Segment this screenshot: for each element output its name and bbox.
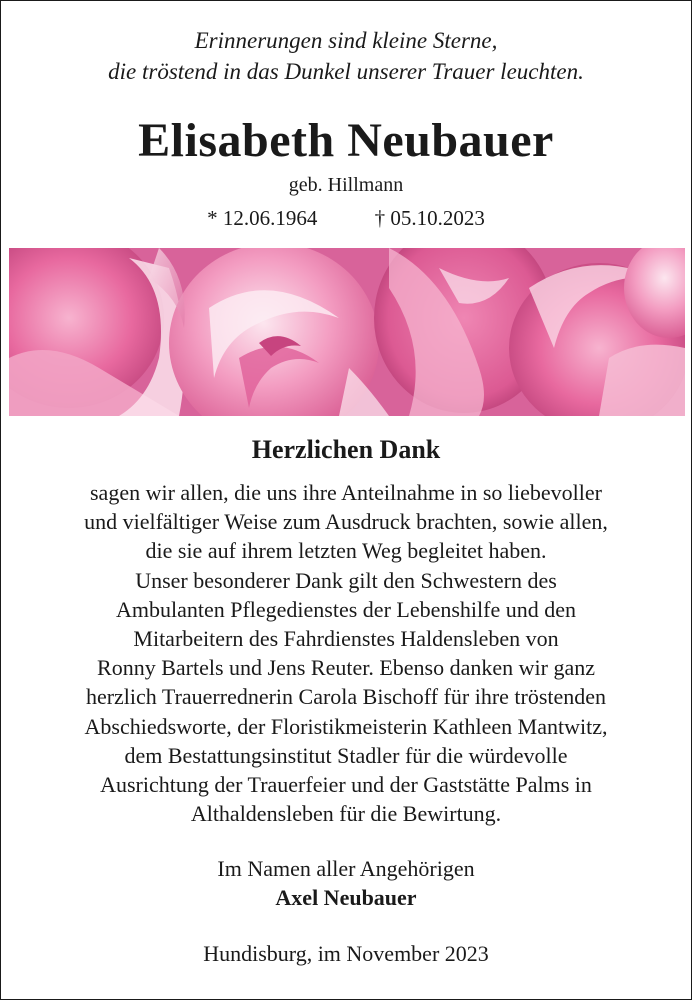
death-date: † 05.10.2023: [374, 206, 485, 230]
thanks-line: Ambulanten Pflegedienstes der Lebenshilfe und den: [115, 596, 577, 622]
thanks-line: dem Bestattungsinstitut Stadler für die würdevolle: [124, 742, 568, 768]
signature-name: Axel Neubauer: [275, 885, 417, 910]
thanks-heading: Herzlichen Dank: [251, 435, 441, 464]
signature-intro: Im Namen aller Angehörigen: [217, 856, 475, 881]
thanks-line: Althaldensleben für die Bewirtung.: [190, 801, 502, 827]
thanks-line: die sie auf ihrem letzten Weg begleitet haben.: [145, 538, 547, 564]
place-date: Hundisburg, im November 2023: [203, 941, 489, 966]
maiden-name: geb. Hillmann: [288, 174, 404, 196]
motto-line-1: Erinnerungen sind kleine Sterne,: [194, 28, 498, 53]
thanks-line: sagen wir allen, die uns ihre Anteilnahme in so liebevoller: [90, 480, 602, 505]
thanks-line: Ronny Bartels und Jens Reuter. Ebenso danken wir ganz: [97, 655, 595, 681]
roses-photo: [9, 248, 685, 416]
thanks-text: [21, 478, 671, 828]
thanks-line: Mitarbeitern des Fahrdienstes Haldensleben von: [133, 626, 559, 652]
thanks-line: Unser besonderer Dank gilt den Schwestern des: [135, 567, 557, 593]
life-dates: [1, 204, 691, 232]
birth-date: * 12.06.1964: [207, 206, 318, 230]
deceased-name: Elisabeth Neubauer: [138, 114, 554, 167]
motto: [1, 25, 691, 87]
thanks-line: Ausrichtung der Trauerfeier und der Gaststätte Palms in: [100, 772, 592, 798]
motto-line-2: die tröstend in das Dunkel unserer Trauer leuchten.: [108, 59, 584, 84]
thanks-line: Abschiedsworte, der Floristikmeisterin Kathleen Mantwitz,: [84, 713, 608, 739]
thanks-line: und vielfältiger Weise zum Ausdruck brachten, sowie allen,: [84, 509, 608, 535]
thanks-line: herzlich Trauerrednerin Carola Bischoff für ihre tröstenden: [85, 684, 607, 710]
roses-image: [9, 248, 685, 416]
